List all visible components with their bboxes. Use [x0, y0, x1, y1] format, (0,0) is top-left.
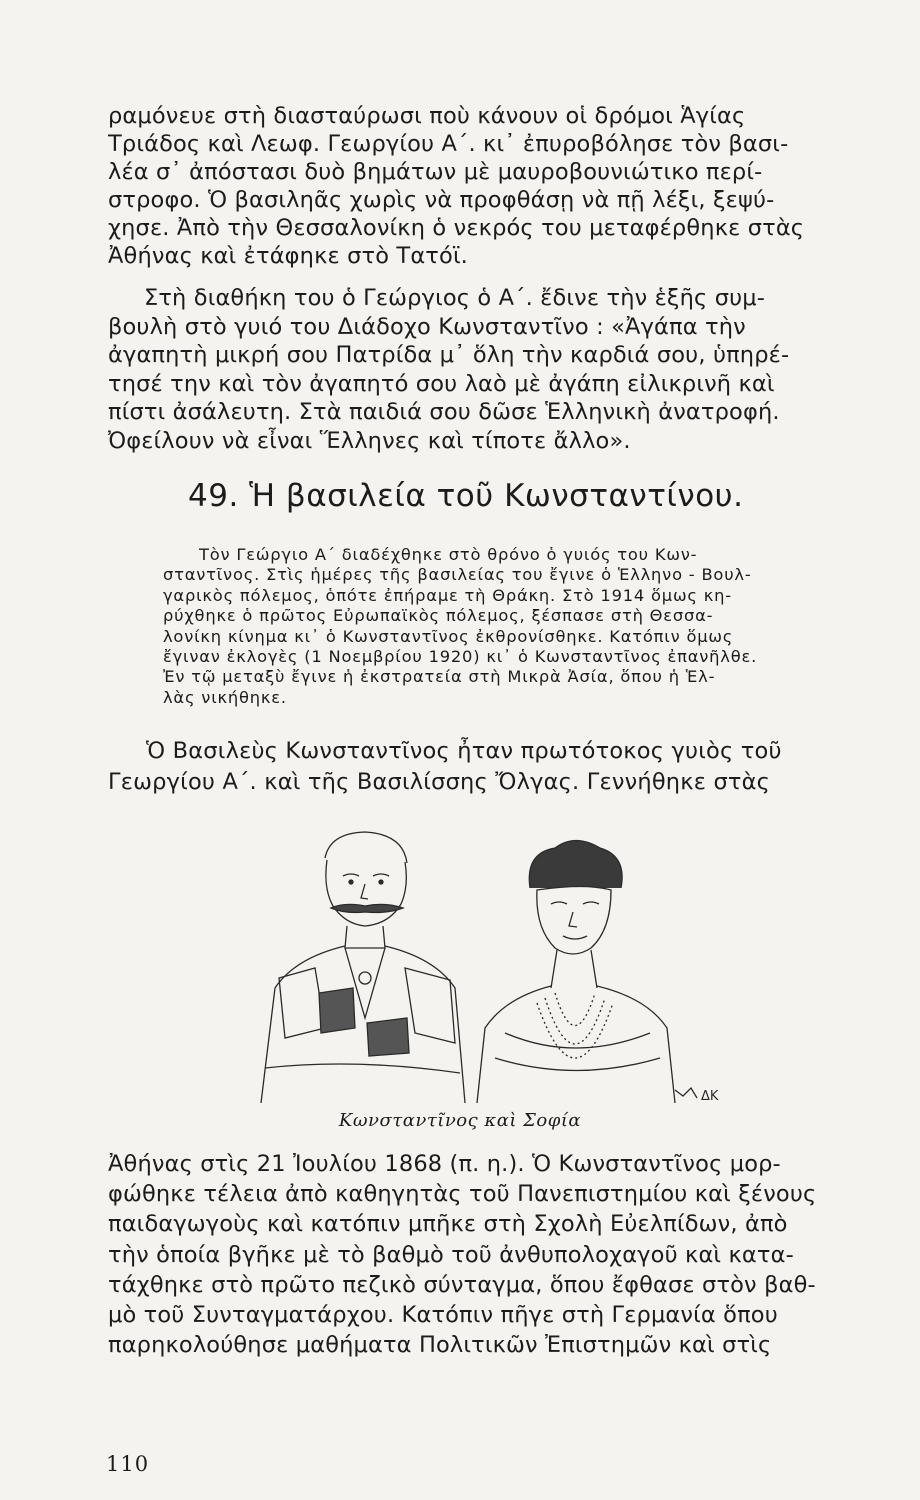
artist-mark [675, 1088, 697, 1098]
text-line: λονίκη κίνημα κι᾿ ὁ Κωνσταντῖνος ἐκθρονίσθηκε. Κατόπιν ὅμως [163, 626, 734, 646]
text-line: Ὀφείλουν νὰ εἶναι Ἕλληνες καὶ τίποτε ἄλλο». [108, 427, 631, 454]
text-line: ἀγαπητὴ μικρή σου Πατρίδα μ᾿ ὅλη τὴν καρδιά σου, ὑπηρέ- [108, 342, 790, 369]
text-line: μὸ τοῦ Συνταγματάρχου. Κατόπιν πῆγε στὴ Γερμανία ὅπου [108, 1302, 778, 1329]
chapter-summary [163, 545, 840, 708]
text-line: ραμόνευε στὴ διασταύρωσι ποὺ κάνουν οἱ δρόμοι Ἁγίας [108, 103, 746, 129]
paragraph-assassination [108, 102, 840, 270]
text-line: τησέ την καὶ τὸν ἀγαπητό σου λαὸ μὲ ἀγάπη εἰλικρινῆ καὶ [108, 370, 775, 397]
text-line: σταντῖνος. Στὶς ἡμέρες τῆς βασιλείας του ἔγινε ὁ Ἑλληνο - Βουλ- [163, 565, 752, 585]
artist-signature: ΔΚ [701, 1089, 719, 1103]
portrait-illustration [255, 828, 725, 1103]
paragraph-education [108, 1149, 840, 1360]
text-line: Τριάδος καὶ Λεωφ. Γεωργίου Α΄. κι᾿ ἐπυροβόλησε τὸν βασι- [108, 131, 789, 157]
text-line: Στὴ διαθήκη του ὁ Γεώργιος ὁ Α΄. ἔδινε τὴν ἑξῆς συμ- [144, 285, 766, 311]
text-line: φώθηκε τέλεια ἀπὸ καθηγητὰς τοῦ Πανεπιστημίου καὶ ξένους [108, 1181, 817, 1208]
paragraph-testament [108, 284, 840, 456]
text-line: βουλὴ στὸ γυιό του Διάδοχο Κωνσταντῖνο : «Ἀγάπα τὴν [108, 313, 746, 340]
text-line: ρύχθηκε ὁ πρῶτος Εὐρωπαϊκὸς πόλεμος, ξέσπασε στὴ Θεσσα- [163, 606, 714, 626]
text-line: Τὸν Γεώργιο Α΄ διαδέχθηκε στὸ θρόνο ὁ γυιός του Κων- [199, 545, 698, 564]
sophia-figure [477, 841, 675, 1104]
chapter-heading: 49. Ἡ βασιλεία τοῦ Κωνσταντίνου. [188, 478, 744, 514]
text-line: Ὁ Βασιλεὺς Κωνσταντῖνος ἦταν πρωτότοκος γυιὸς τοῦ [146, 738, 782, 764]
text-line: παρηκολούθησε μαθήματα Πολιτικῶν Ἐπιστημῶν καὶ στὶς [108, 1332, 772, 1359]
text-line: στροφο. Ὁ βασιληᾶς χωρὶς νὰ προφθάσῃ νὰ πῇ λέξι, ξεψύ- [108, 187, 775, 213]
page-number: 110 [106, 1452, 150, 1476]
illustration-caption: Κωνσταντῖνος καὶ Σοφία [338, 1110, 582, 1131]
constantine-figure [261, 832, 465, 1103]
text-line: ἔγιναν ἐκλογὲς (1 Νοεμβρίου 1920) κι᾿ ὁ Κωνσταντῖνος ἐπανῆλθε. [163, 647, 758, 667]
text-line: χησε. Ἀπὸ τὴν Θεσσαλονίκη ὁ νεκρός του μεταφέρθηκε στὰς [108, 215, 805, 241]
text-line: Ἐν τῷ μεταξὺ ἔγινε ἡ ἐκστρατεία στὴ Μικρὰ Ἀσία, ὅπου ἡ Ἑλ- [163, 667, 716, 687]
text-line: γαρικὸς πόλεμος, ὁπότε ἐπήραμε τὴ Θράκη. Στὸ 1914 ὅμως κη- [163, 585, 732, 605]
text-line: Ἀθήνας στὶς 21 Ἰουλίου 1868 (π. η.). Ὁ Κωνσταντῖνος μορ- [108, 1151, 781, 1177]
text-line: Γεωργίου Α΄. καὶ τῆς Βασιλίσσης Ὄλγας. Γεννήθηκε στὰς [108, 769, 771, 795]
text-line: λέα σ᾿ ἀπόστασι δυὸ βημάτων μὲ μαυροβουνιώτικο περί- [108, 159, 763, 185]
text-line: λὰς νικήθηκε. [163, 687, 287, 707]
paragraph-birth [108, 736, 840, 798]
text-line: παιδαγωγοὺς καὶ κατόπιν μπῆκε στὴ Σχολὴ Εὐελπίδων, ἀπὸ [108, 1211, 788, 1238]
text-line: τὴν ὁποία βγῆκε μὲ τὸ βαθμὸ τοῦ ἀνθυπολοχαγοῦ καὶ κατα- [108, 1241, 794, 1268]
text-line: πίστι ἀσάλευτη. Στὰ παιδιά σου δῶσε Ἑλληνικὴ ἀνατροφή. [108, 399, 780, 426]
text-line: Ἀθήνας καὶ ἐτάφηκε στὸ Τατόϊ. [108, 243, 468, 269]
text-line: τάχθηκε στὸ πρῶτο πεζικὸ σύνταγμα, ὅπου ἔφθασε στὸν βαθ- [108, 1271, 816, 1298]
